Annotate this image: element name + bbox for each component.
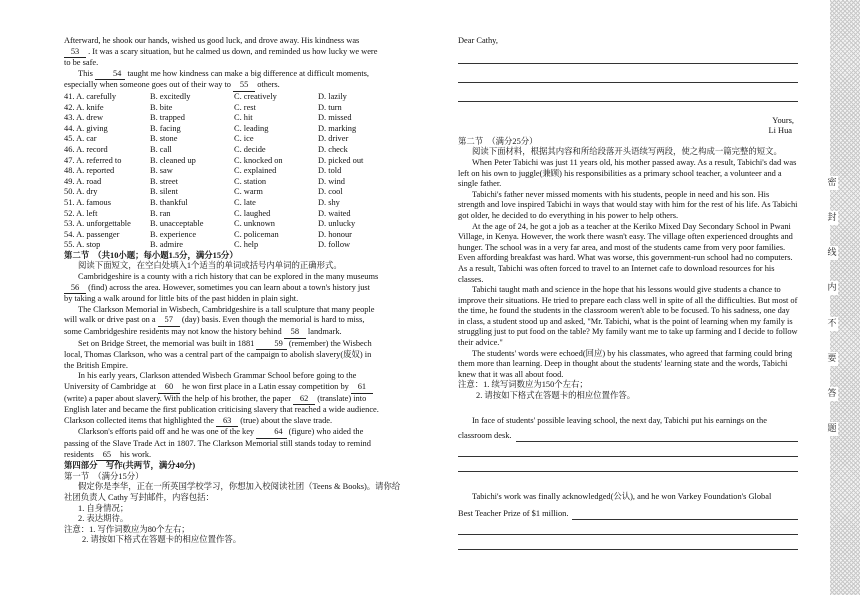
sec2-heading: 第二节 （满分25分）: [458, 136, 538, 146]
seal-char: 不: [827, 318, 837, 329]
text-segment: will walk or drive past on a: [64, 315, 156, 325]
option-cell: B. excitedly: [150, 91, 191, 101]
passage-line: [64, 339, 404, 351]
answer-line: [458, 63, 798, 64]
option-row: [64, 103, 363, 114]
text-segment: Set on Bridge Street, the memorial was built in 1881: [78, 338, 255, 348]
option-cell: C. station: [234, 176, 267, 186]
story-paragraph: Tabichi taught math and science in the hope that his lessons would give students a chance to improve their situations. He tried to prepare each class well in spite of all the difficulties. But most of the time, he found the students in the classroom weren't able to be focused. To his sadness, one day in class, a student stood up and asked, "Mr. Tabichi, what is the point of learning when my family is struggling just to put food on the table? My family want me to take up farming and I decide to follow their advice.": [458, 285, 798, 348]
blank-number: 54: [95, 69, 125, 81]
passage-ending: [64, 36, 404, 92]
section2-instruction: 阅读下面短文，在空白处填入1个适当的单词或括号内单词的正确形式。: [78, 261, 342, 271]
text-segment: by taking a walk around for little bits of the past hidden in plain sight.: [64, 294, 299, 304]
notes-line: 2. 请按如下格式在答题卡的相应位置作答。: [476, 391, 636, 401]
continuation-prompt-2-end: Best Teacher Prize of $1 million.: [458, 509, 569, 519]
seal-line-label: [825, 176, 839, 436]
passage-line: [64, 450, 404, 462]
text-segment: landmark.: [307, 327, 342, 337]
text-segment: some Cambridgeshire residents may not know the history behind: [64, 327, 282, 337]
option-cell: C. policeman: [234, 229, 279, 239]
blank-number: 65: [96, 450, 118, 462]
option-cell: B. facing: [150, 123, 181, 133]
option-cell: B. bite: [150, 102, 173, 112]
option-cell: D. check: [318, 144, 348, 154]
option-cell: C. decide: [234, 144, 266, 154]
option-cell: D. waited: [318, 208, 351, 218]
option-row: [64, 124, 363, 135]
text-segment: (find) across the area. However, sometimes you can learn about a town's history just: [88, 282, 370, 292]
text-segment: Afterward, he shook our hands, wished us good luck, and drove away. His kindness was: [64, 36, 360, 45]
blank-number: 62: [293, 394, 315, 406]
text-segment: he won first place in a Latin essay competition by: [182, 382, 349, 391]
writing1-line: 假定你是李华，正在一所英国学校学习，你想加入校阅读社团（Teens & Books)。请你给: [78, 482, 401, 492]
text-segment: especially when someone goes out of their way to: [64, 80, 231, 90]
option-cell: B. street: [150, 176, 178, 186]
option-cell: 47. A. referred to: [64, 155, 122, 165]
option-cell: C. warm: [234, 187, 263, 197]
section2-heading: 第二节 （共10小题；每小题1.5分，满分15分）: [64, 250, 238, 260]
text-segment: (translate) into: [317, 393, 367, 403]
text-segment: Cambridgeshire is a county with a rich history that can be explored in the many museums: [78, 272, 379, 282]
passage-line: [64, 36, 404, 47]
option-row: [64, 219, 363, 230]
option-cell: C. late: [234, 197, 256, 207]
option-row: [64, 177, 363, 188]
text-segment: Clarkson collected items that highlighted the: [64, 415, 215, 425]
continuation-prompt-1: In face of students' possible leaving school, the next day, Tabichi put his earnings on the: [472, 415, 767, 425]
text-segment: his work.: [119, 449, 152, 459]
text-segment: Clarkson's efforts paid off and he was one of the key: [78, 427, 255, 437]
passage-line: [64, 371, 404, 382]
text-segment: taught me how kindness can make a big difference at difficult moments,: [127, 68, 370, 78]
passage-line: [64, 47, 404, 59]
option-cell: 43. A. drew: [64, 113, 104, 123]
continuation-prompt-1-end: classroom desk.: [458, 431, 512, 441]
blank-number: 59: [256, 339, 286, 351]
option-cell: C. explained: [234, 166, 277, 176]
passage-line: [64, 294, 404, 305]
passage-line: [64, 361, 404, 372]
blank-number: 63: [216, 416, 238, 428]
option-row: [64, 240, 363, 251]
letter-closing: Yours,: [772, 115, 794, 125]
writing1-line: 1. 自身情况；: [78, 503, 129, 513]
option-cell: D. told: [318, 166, 342, 176]
answer-line: [458, 82, 798, 83]
text-segment: (remember) the Wisbech: [288, 338, 372, 348]
option-cell: C. leading: [234, 123, 269, 133]
option-row: [64, 145, 363, 156]
passage-line: [64, 315, 404, 327]
option-cell: D. missed: [318, 113, 352, 123]
blank-number: 61: [351, 382, 373, 394]
text-segment: (day) basis. Even though the memorial is hard to miss,: [181, 315, 365, 325]
prompt2-line: [458, 509, 798, 520]
text-segment: (write) a paper about slavery. With the help of his brother, the paper: [64, 393, 291, 403]
left-column: [64, 36, 404, 546]
seal-char: 答: [827, 388, 837, 399]
option-cell: B. stone: [150, 134, 178, 144]
option-cell: C. laughed: [234, 208, 271, 218]
option-cell: C. unknown: [234, 219, 275, 229]
option-cell: D. turn: [318, 102, 342, 112]
blank-number: 58: [284, 327, 306, 339]
option-row: [64, 156, 363, 167]
option-cell: 46. A. record: [64, 144, 108, 154]
option-cell: D. marking: [318, 123, 357, 133]
writing1-line: 注意：1. 写作词数应为80个左右；: [64, 524, 190, 534]
option-cell: D. follow: [318, 240, 351, 250]
passage-line: [64, 416, 404, 428]
blank-number: 55: [233, 80, 255, 92]
answer-line: [458, 456, 798, 457]
seal-char: 线: [827, 248, 837, 259]
option-cell: D. lazily: [318, 91, 347, 101]
blank-number: 64: [256, 427, 286, 439]
option-cell: D. honour: [318, 229, 352, 239]
text-segment: This: [78, 68, 93, 78]
passage-line: [64, 394, 404, 406]
option-cell: D. unlucky: [318, 219, 356, 229]
passage-line: [64, 272, 404, 283]
seal-char: 密: [827, 178, 837, 188]
text-segment: (true) about the slave trade.: [240, 415, 333, 425]
option-cell: C. ice: [234, 134, 254, 144]
option-cell: B. saw: [150, 166, 173, 176]
option-cell: B. thankful: [150, 197, 188, 207]
option-row: [64, 198, 363, 209]
seal-char: 要: [827, 353, 837, 364]
option-cell: D. shy: [318, 197, 340, 207]
option-cell: C. creatively: [234, 91, 277, 101]
option-cell: D. picked out: [318, 155, 364, 165]
blank-number: 56: [64, 283, 86, 295]
letter-greeting: Dear Cathy,: [458, 36, 498, 45]
answer-line: [458, 471, 798, 472]
option-cell: 45. A. car: [64, 134, 97, 144]
option-cell: C. rest: [234, 102, 256, 112]
text-segment: others.: [257, 80, 280, 90]
seal-char: 封: [827, 213, 837, 224]
continuation-prompt-2: Tabichi's work was finally acknowledged(公认), and he won Varkey Foundation's Global: [472, 491, 772, 501]
blank-number: 60: [158, 382, 180, 394]
option-row: [64, 166, 363, 177]
option-cell: B. experience: [150, 229, 197, 239]
option-cell: B. silent: [150, 187, 178, 197]
answer-line: [516, 441, 799, 442]
option-cell: B. ran: [150, 208, 171, 218]
part4-section1-heading: 第一节 （满分15分）: [64, 471, 144, 481]
options-table: [64, 92, 363, 251]
option-cell: 52. A. left: [64, 208, 98, 218]
option-row: [64, 187, 363, 198]
writing1-line: 2. 请按如下格式在答题卡的相应位置作答。: [82, 535, 242, 545]
passage-line: [64, 405, 404, 416]
option-cell: 41. A. carefully: [64, 91, 117, 101]
part4-heading: 第四部分 写作(共两节，满分40分): [64, 461, 196, 471]
right-column: [458, 36, 798, 550]
option-row: [64, 230, 363, 241]
story-paragraph: The students' words were echoed(回应) by his classmates, who agreed that farming could bring them more than learning. Deep in thought about the students' learning state and the words, Tabichi knew that it was all about food.: [458, 348, 793, 379]
option-cell: 51. A. famous: [64, 197, 111, 207]
passage-line: [64, 327, 404, 339]
option-cell: B. call: [150, 144, 172, 154]
option-cell: 48. A. reported: [64, 166, 115, 176]
option-cell: C. help: [234, 240, 259, 250]
sec2-instruction: 阅读下面材料，根据其内容和所给段落开头语续写两段，使之构成一篇完整的短文。: [472, 147, 782, 157]
option-row: [64, 209, 363, 220]
option-cell: 42. A. knife: [64, 102, 104, 112]
option-cell: 50. A. dry: [64, 187, 98, 197]
option-cell: 55. A. stop: [64, 240, 101, 250]
option-cell: B. admire: [150, 240, 184, 250]
blank-number: 53: [64, 47, 86, 59]
text-segment: English later and became the first publication criticising slavery that reached a wide audience.: [64, 405, 379, 415]
text-segment: residents: [64, 449, 94, 459]
passage-line: [64, 69, 404, 81]
text-segment: local, Thomas Clarkson, who was a central part of the campaign to abolish slavery(废奴) in: [64, 350, 372, 360]
option-row: [64, 113, 363, 124]
option-cell: C. knocked on: [234, 155, 283, 165]
writing1-line: 社团负责人 Cathy 写封邮件，内容包括：: [64, 492, 214, 502]
option-row: [64, 92, 363, 103]
passage-line: [64, 58, 404, 69]
writing1-line: 2. 表达期待。: [78, 514, 129, 524]
option-cell: 53. A. unforgettable: [64, 219, 131, 229]
story-paragraph: When Peter Tabichi was just 11 years old, his mother passed away. As a result, Tabichi's dad was left on his own to juggle(兼顾) his responsibilities as a primary school teacher, a volunteer and a single father.: [458, 157, 797, 189]
text-segment: . It was a scary situation, but he calmed us down, and reminded us how lucky we were: [88, 46, 378, 56]
answer-line: [458, 101, 798, 102]
passage-line: [64, 80, 404, 92]
answer-line: [458, 534, 798, 535]
text-segment: to be safe.: [64, 58, 99, 68]
story-paragraph: Tabichi's father never missed moments with his students, people in need and his son. His strength and love inspired Tabichi in ways that would stay with him for the rest of his life. As Tabichi got older, he decided to do everything in his power to help others.: [458, 189, 798, 220]
seal-char: 题: [827, 423, 837, 434]
passage-line: [64, 305, 404, 316]
seal-char: 内: [827, 283, 837, 294]
passage-line: [64, 283, 404, 295]
option-cell: 49. A. road: [64, 176, 102, 186]
grammar-passage: [64, 272, 404, 461]
text-segment: passing of the Slave Trade Act in 1807. The Clarkson Memorial still stands today to remind: [64, 438, 371, 448]
option-cell: 54. A. passenger: [64, 229, 120, 239]
passage-line: [64, 427, 404, 439]
option-cell: D. cool: [318, 187, 343, 197]
option-cell: D. driver: [318, 134, 349, 144]
text-segment: University of Cambridge at: [64, 382, 156, 391]
option-cell: C. hit: [234, 113, 253, 123]
letter-signature: Li Hua: [768, 126, 792, 136]
passage-line: [64, 350, 404, 361]
option-cell: B. cleaned up: [150, 155, 196, 165]
text-segment: The Clarkson Memorial in Wisbech, Cambridgeshire is a tall sculpture that many people: [78, 304, 375, 314]
option-cell: 44. A. giving: [64, 123, 108, 133]
notes-line: 注意：1. 续写词数应为150个左右；: [458, 380, 588, 390]
option-cell: B. unacceptable: [150, 219, 204, 229]
option-cell: B. trapped: [150, 113, 185, 123]
option-cell: D. wind: [318, 176, 345, 186]
prompt1-line: [458, 431, 798, 442]
passage-line: [64, 382, 404, 394]
text-segment: the British Empire.: [64, 360, 128, 370]
answer-line: [458, 549, 798, 550]
option-row: [64, 134, 363, 145]
story-paragraph: At the age of 24, he got a job as a teacher at the Keriko Mixed Day Secondary School in Pwani Village, in Kenya. However, the work there wasn't easy. The village often experienced droughts and hunger. The school was in a very far area, and most of the students came from very poor families. Even affording breakfast was hard. What was worse, this government-run school had no computers. As a result, Tabichi was often forced to travel to an Internet cafe to download resources for his classes.: [458, 221, 793, 284]
passage-line: [64, 439, 404, 450]
blank-number: 57: [158, 315, 180, 327]
answer-line: [572, 519, 798, 520]
text-segment: (figure) who aided the: [288, 427, 364, 437]
text-segment: In his early years, Clarkson attended Wisbech Grammar School before going to the: [78, 371, 357, 381]
